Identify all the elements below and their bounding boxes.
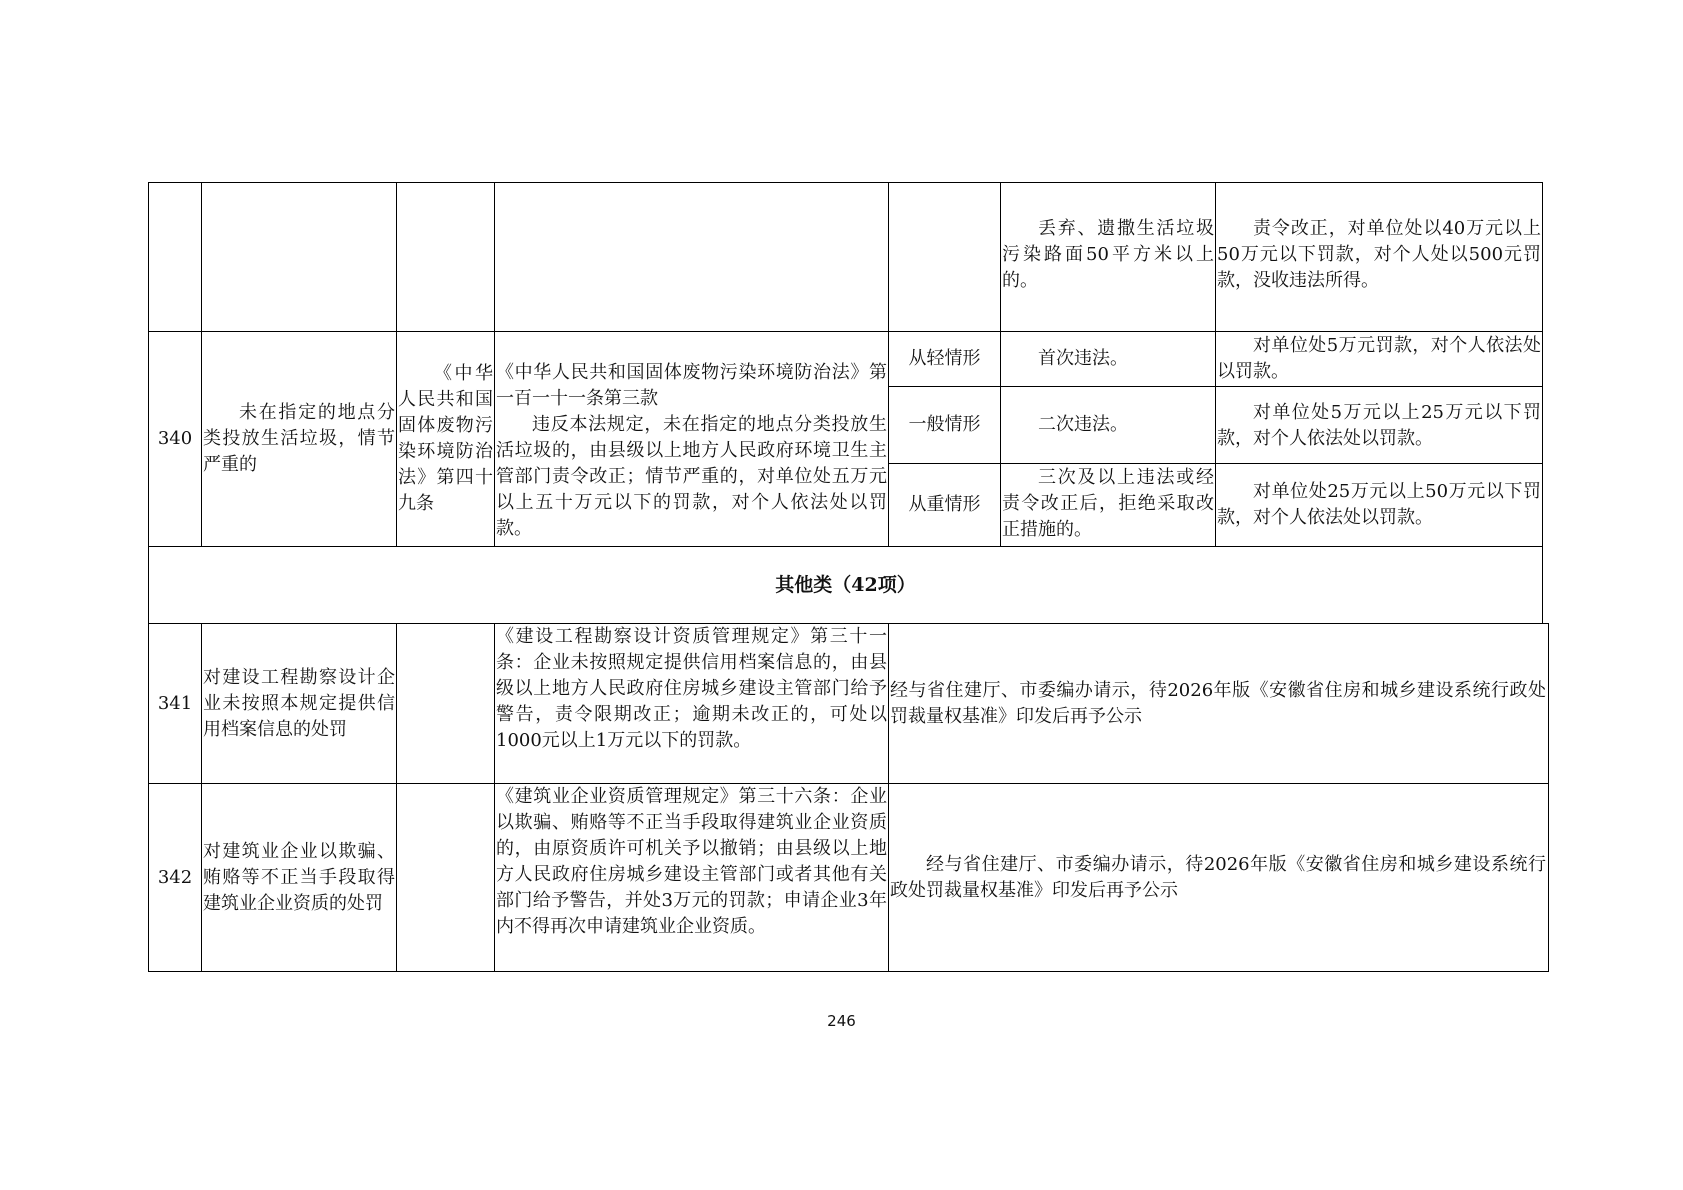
row-number: 342 — [157, 866, 193, 888]
col-border — [888, 623, 889, 972]
basis-cell — [398, 332, 493, 546]
item-text: 对建筑业企业以欺骗、贿赂等不正当手段取得建筑业企业资质的处罚 — [203, 840, 395, 914]
row-number: 340 — [157, 428, 193, 449]
level-light: 从轻情形 — [908, 348, 981, 369]
item-text: 未在指定的地点分类投放生活垃圾，情节严重的 — [203, 402, 395, 475]
col-border — [494, 623, 495, 972]
provision-title: 《中华人民共和国固体废物污染环境防治法》第一百一十一条第三款 — [496, 362, 887, 409]
legal-basis: 《中华人民共和国固体废物污染环境防治法》第四十九条 — [398, 363, 493, 514]
condition-heavy: 三次及以上违法或经责令改正后，拒绝采取改正措施的。 — [1002, 467, 1214, 540]
provision-text: 《建筑业企业资质管理规定》第三十六条：企业以欺骗、贿赂等不正当手段取得建筑业企业资质的，由原资质许可机关予以撤销；由县级以上地方人民政府住房城乡建设主管部门或者其他有关部门给予警告，并处3万元的罚款；申请企业3年内不得再次申请建筑业企业资质。 — [496, 786, 887, 937]
note-text: 经与省住建厅、市委编办请示，待2026年版《安徽省住房和城乡建设系统行政处罚裁量权基准》印发后再予公示 — [890, 679, 1546, 727]
col-border — [1215, 182, 1216, 546]
note-text: 经与省住建厅、市委编办请示，待2026年版《安徽省住房和城乡建设系统行政处罚裁量权基准》印发后再予公示 — [890, 853, 1546, 901]
penalty-heavy: 对单位处25万元以上50万元以下罚款，对个人依法处以罚款。 — [1217, 481, 1541, 528]
col-border — [1548, 623, 1549, 972]
col-border — [1542, 182, 1543, 623]
condition-general-text: 二次违法。 — [1038, 414, 1128, 435]
item-cell — [203, 624, 395, 783]
col-border — [396, 623, 397, 972]
col-border — [494, 182, 495, 546]
col-border — [201, 623, 202, 972]
provision-text: 《建设工程勘察设计资质管理规定》第三十一条：企业未按照规定提供信用档案信息的，由县级以上地方人民政府住房城乡建设主管部门给予警告，责令限期改正；逾期未改正的，可处以1000元以上1万元以下的罚款。 — [496, 626, 887, 751]
condition-light-text: 首次违法。 — [1038, 348, 1128, 369]
provision-text: 违反本法规定，未在指定的地点分类投放生活垃圾的，由县级以上地方人民政府环境卫生主管部门责令改正；情节严重的，对单位处五万元以上五十万元以下的罚款，对个人依法处以罚款。 — [496, 414, 887, 539]
col-border — [1000, 182, 1001, 546]
col-border — [201, 182, 202, 546]
note-cell — [890, 624, 1546, 783]
item-text: 对建设工程勘察设计企业未按照本规定提供信用档案信息的处罚 — [203, 666, 395, 740]
table-bottom-border — [148, 971, 1548, 972]
page-number: 246 — [827, 1012, 856, 1030]
note-cell — [890, 784, 1546, 971]
penalty-light: 对单位处5万元罚款，对个人依法处以罚款。 — [1217, 335, 1541, 382]
provision-block — [496, 360, 887, 542]
penalty-general: 对单位处5万元以上25万元以下罚款，对个人依法处以罚款。 — [1217, 402, 1541, 449]
section-header: 其他类（42项） — [775, 574, 916, 596]
level-heavy: 从重情形 — [908, 494, 981, 515]
continuation-condition: 丢弃、遗撒生活垃圾污染路面50平方米以上的。 — [1002, 218, 1214, 291]
condition-general — [1002, 387, 1214, 463]
row-number: 341 — [157, 692, 193, 714]
condition-light — [1002, 332, 1214, 386]
item-cell — [203, 332, 395, 546]
item-cell — [203, 784, 395, 971]
table-top-border — [148, 182, 1542, 183]
continuation-penalty: 责令改正，对单位处以40万元以上50万元以下罚款，对个人处以500元罚款，没收违法所得。 — [1217, 218, 1541, 291]
level-general: 一般情形 — [908, 414, 981, 435]
col-border — [396, 182, 397, 546]
